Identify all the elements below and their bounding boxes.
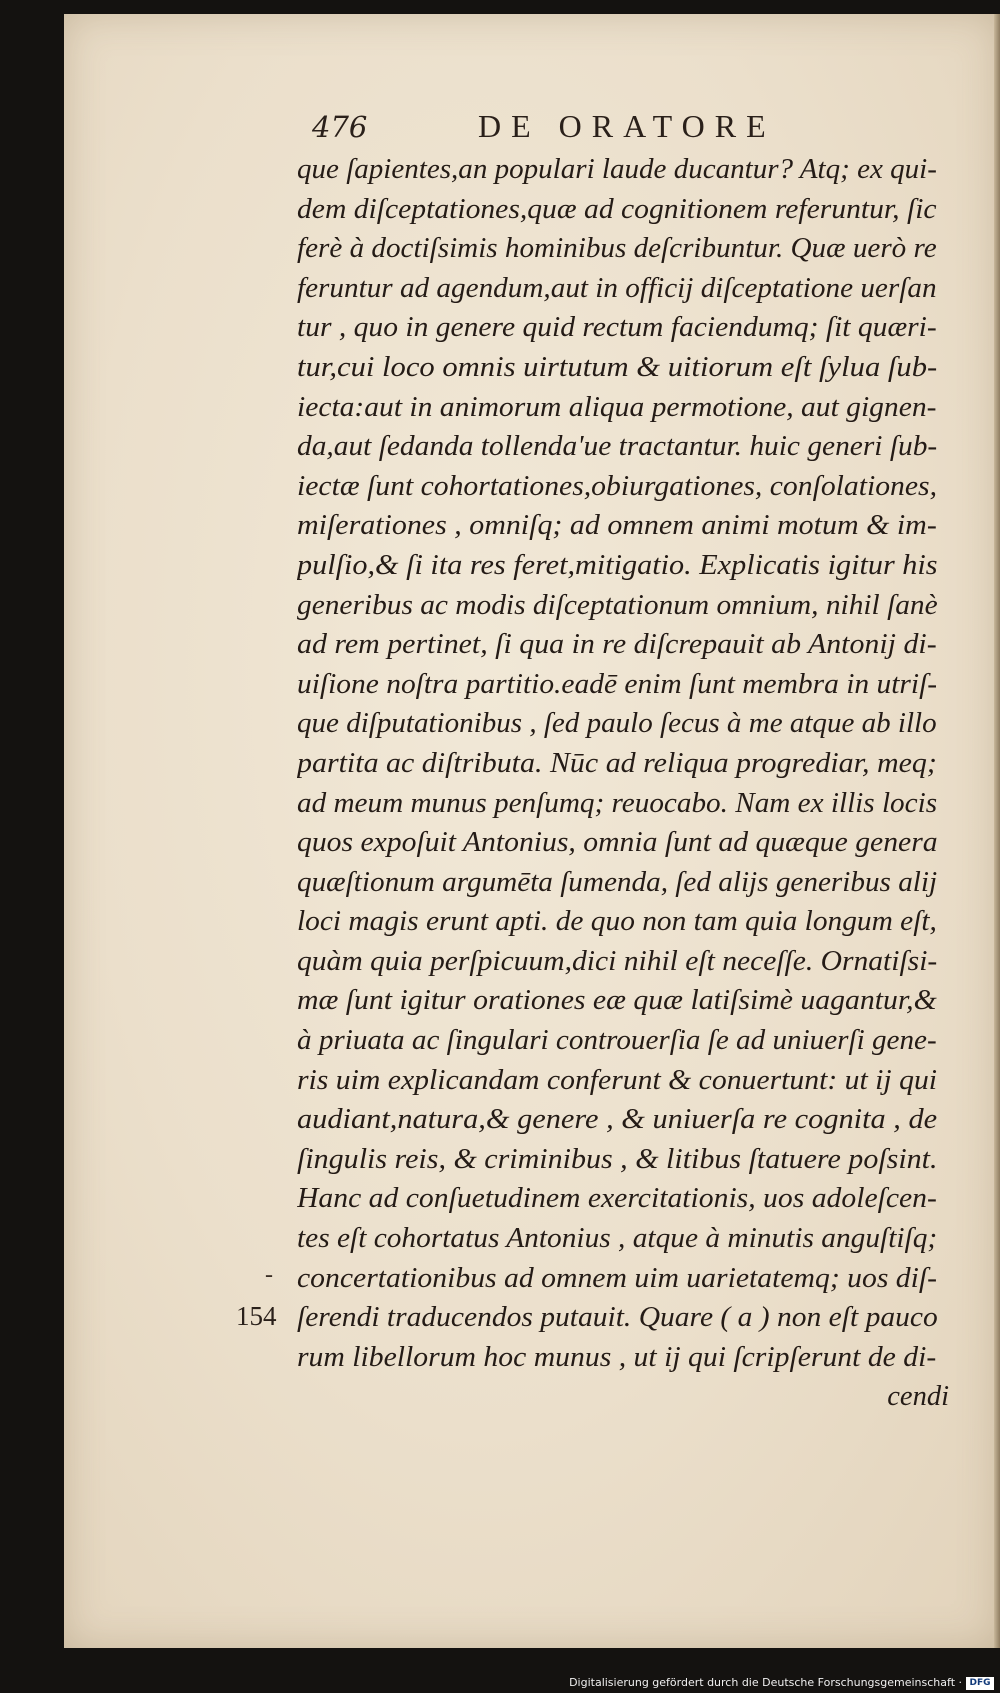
text-line: uiſione noſtra partitio.eadē enim ſunt membra in utriſ-: [297, 668, 938, 700]
text-line: que diſputationibus , ſed paulo ſecus à me atque ab illo: [297, 708, 937, 740]
text-line: quæſtionum argumēta ſumenda, ſed alijs generibus alij: [297, 866, 937, 898]
text-line: feruntur ad agendum,aut in officij diſceptatione uerſan: [297, 272, 937, 304]
dfg-logo-icon: DFG: [966, 1677, 994, 1690]
text-line: loci magis erunt apti. de quo non tam quia longum eſt,: [297, 906, 937, 938]
text-line: ferè à doctiſsimis hominibus deſcribuntur. Quæ uerò re: [297, 233, 937, 265]
text-line: pulſio,& ſi ita res feret,mitigatio. Explicatis igitur his: [297, 549, 938, 581]
text-line: tes eſt cohortatus Antonius , atque à minutis anguſtiſq;: [297, 1223, 938, 1255]
text-line: cendi: [887, 1381, 949, 1413]
text-line: ris uim explicandam conferunt & conuertunt: ut ij qui: [297, 1064, 937, 1096]
text-line: tur , quo in genere quid rectum faciendumq; ſit quæri-: [297, 312, 937, 344]
text-line: miſerationes , omniſq; ad omnem animi motum & im-: [297, 510, 937, 542]
text-line: tur,cui loco omnis uirtutum & uitiorum eſt ſylua ſub-: [297, 351, 938, 383]
margin-line-number: 154: [236, 1301, 277, 1331]
text-line: ad rem pertinet, ſi qua in re diſcrepauit ab Antonij di-: [297, 629, 937, 661]
text-line: dem diſceptationes,quæ ad cognitionem referuntur, ſic: [297, 193, 937, 225]
text-line: rum libellorum hoc munus , ut ij qui ſcripſerunt de di-: [297, 1341, 937, 1373]
text-line: iectæ ſunt cohortationes,obiurgationes, conſolationes,: [297, 470, 938, 502]
text-line: iecta:aut in animorum aliqua permotione, aut gignen-: [297, 391, 937, 423]
text-line: mæ ſunt igitur orationes eæ quæ latiſsimè uagantur,&: [297, 985, 937, 1017]
text-line: quàm quia perſpicuum,dici nihil eſt neceſſe. Ornatiſsi-: [297, 945, 937, 977]
running-head: DE ORATORE: [478, 108, 776, 144]
footer-bar: [0, 1671, 1000, 1693]
text-line: concertationibus ad omnem uim uarietatemq; uos diſ-: [297, 1262, 937, 1294]
text-line: à priuata ac ſingulari controuerſia ſe ad uniuerſi gene-: [297, 1025, 937, 1057]
funding-credit: Digitalisierung gefördert durch die Deutsche Forschungsgemeinschaft ·: [569, 1676, 962, 1689]
page-header: [312, 108, 952, 156]
text-line: quos expoſuit Antonius, omnia ſunt ad quæque genera: [297, 827, 938, 859]
text-line: Hanc ad conſuetudinem exercitationis, uos adoleſcen-: [297, 1183, 937, 1215]
page-number: 476: [312, 110, 368, 144]
text-line: partita ac diſtributa. Nūc ad reliqua progrediar, meq;: [297, 747, 937, 779]
text-line: ſingulis reis, & criminibus , & litibus ſtatuere poſsint.: [297, 1143, 938, 1175]
margin-mark: -: [265, 1262, 273, 1288]
page-edge: [994, 14, 1000, 1648]
text-line: audiant,natura,& genere , & uniuerſa re cognita , de: [297, 1104, 938, 1136]
text-line: da,aut ſedanda tollenda'ue tractantur. huic generi ſub-: [297, 431, 937, 463]
body-text: [297, 150, 965, 1417]
text-line: ad meum munus penſumq; reuocabo. Nam ex illis locis: [297, 787, 937, 819]
text-line: ſerendi traducendos putauit. Quare ( a ) non eſt pauco: [297, 1302, 938, 1334]
text-line: que ſapientes,an populari laude ducantur? Atq; ex qui-: [297, 154, 937, 185]
text-line: generibus ac modis diſceptationum omnium, nihil ſanè: [297, 589, 938, 621]
